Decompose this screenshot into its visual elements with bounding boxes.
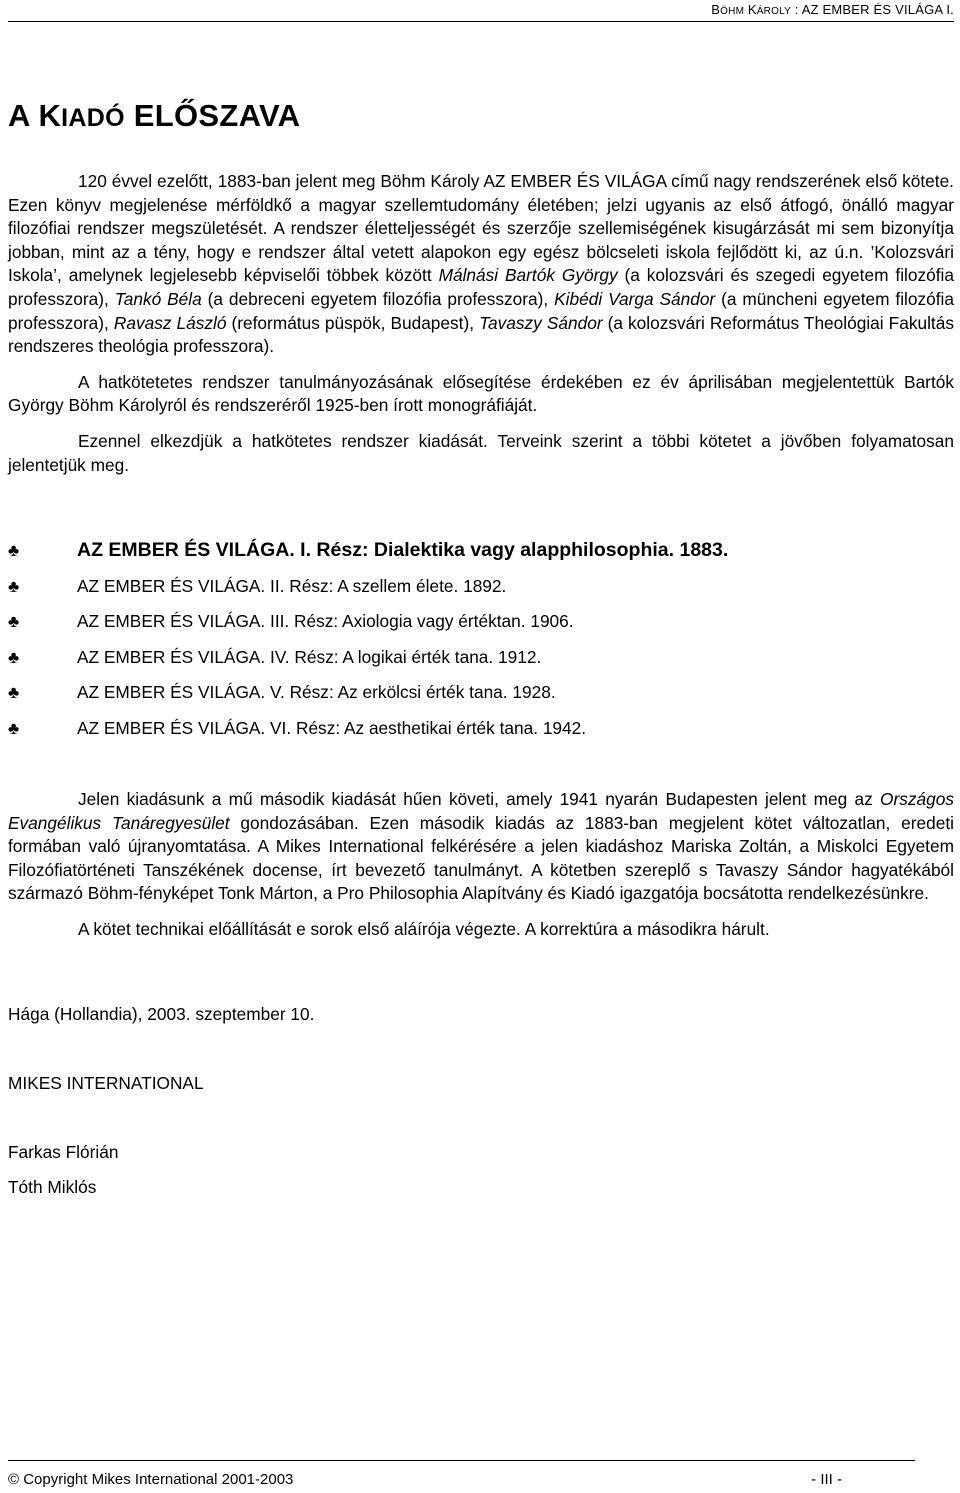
club-bullet-icon: ♣ [8, 612, 20, 632]
intro-p1-text-b: (a kolozsvári és szegedi egyetem filozófia professzora), [8, 265, 954, 309]
edition-p1-text-b: gondozásában. Ezen második kiadás az 1883-ban megjelent kötet változatlan, eredeti formában való újranyomtatása. A Mikes International felkérésére a jelen kiadáshoz Mariska Zoltán, a Miskolci Egyetem Filozófiatörténeti Tanszékének docense, írt bevezető tanulmányt. A kötetben szereplő s Tavaszy Sándor hagyatékából származó Böhm-fényképet Tonk Márton, a Pro Philosophia Alapítvány és Kiadó igazgatója bocsátotta rendelkezésünkre. [8, 812, 954, 904]
edition-section [8, 788, 954, 954]
intro-p1-text-e: (református püspök, Budapest), [226, 312, 480, 333]
signer-name: Farkas Flórián [8, 1142, 119, 1162]
title-rest: ELŐSZAVA [124, 98, 301, 133]
volume-title: AZ EMBER ÉS VILÁGA. V. Rész: Az erkölcsi érték tana. 1928. [77, 682, 556, 703]
signer-name: Tóth Miklós [8, 1177, 97, 1197]
volume-list-item [8, 606, 948, 642]
running-header [0, 2, 954, 17]
intro-p1-text-d: (a müncheni egyetem filozófia professzora), [8, 288, 954, 333]
intro-section [8, 170, 954, 489]
club-bullet-icon: ♣ [8, 683, 20, 703]
club-bullet-icon: ♣ [8, 541, 20, 560]
title-lead: A K [8, 98, 62, 133]
volume-list-item [8, 677, 948, 713]
organization-name: MIKES INTERNATIONAL [8, 1073, 204, 1093]
header-author-initial: B [711, 2, 721, 17]
header-book-title: : AZ EMBER ÉS VILÁGA I. [794, 2, 954, 17]
person-name: Tavaszy Sándor [479, 312, 603, 333]
intro-paragraph-2: A hatkötetetes rendszer tanulmányozásának elősegítése érdekében ez év áprilisában megjelentettük Bartók György Böhm Károlyról és rendszeréről 1925-ben írott monográfiáját. [8, 371, 954, 416]
footer-copyright: © Copyright Mikes International 2001-2003 [8, 1471, 294, 1488]
volume-list-item [8, 571, 948, 607]
club-bullet-icon: ♣ [8, 647, 20, 667]
person-name: Kibédi Varga Sándor [554, 288, 716, 309]
volume-title: AZ EMBER ÉS VILÁGA. I. Rész: Dialektika vagy alapphilosophia. 1883. [77, 539, 729, 561]
intro-paragraph-1 [8, 170, 954, 359]
club-bullet-icon: ♣ [8, 718, 20, 738]
header-author-first-initial: K [747, 2, 757, 17]
club-bullet-icon: ♣ [8, 576, 20, 596]
volume-title: AZ EMBER ÉS VILÁGA. III. Rész: Axiologia vagy értéktan. 1906. [77, 611, 574, 632]
header-author-surname-rest: ÖHM [720, 6, 745, 17]
place-date: Hága (Hollandia), 2003. szeptember 10. [8, 1004, 315, 1024]
header-rule [8, 21, 954, 22]
page-title [8, 98, 300, 134]
page-number: - III - [811, 1471, 842, 1488]
publisher-name: Országos Evangélikus Tanáregyesület [8, 789, 954, 833]
volume-list [8, 535, 948, 749]
intro-p1-text-a: 120 évvel ezelőtt, 1883-ban jelent meg Böhm Károly AZ EMBER ÉS VILÁGA című nagy rendszerének első kötete. Ezen könyv megjelenése mérföldkő a magyar szellemtudomány életében; jelzi ugyanis az első átfogó, önálló magyar filozófiai rendszer megszületését. A rendszer életteljességét és szerzője szellemiségének kisugárzását mi sem bizonyítja jobban, mint az a tény, hogy e rendszer által vetett alapokon egy egész bölcseleti iskola fejlődött ki, az ú.n. ’Kolozsvári Iskola’, amelynek legjelesebb képviselői többek között [8, 171, 954, 286]
header-author-firstname-rest: ÁROLY [756, 6, 791, 17]
footer-rule [8, 1460, 915, 1461]
person-name: Tankó Béla [114, 288, 202, 309]
edition-p1-text-a: Jelen kiadásunk a mű második kiadását hűen követi, amely 1941 nyarán Budapesten jelent meg az [78, 789, 881, 809]
person-name: Ravasz László [113, 312, 227, 333]
volume-title: AZ EMBER ÉS VILÁGA. VI. Rész: Az aesthetikai érték tana. 1942. [77, 717, 587, 738]
edition-paragraph-2: A kötet technikai előállítását e sorok első aláírója végezte. A korrektúra a másodikra hárult. [78, 918, 770, 939]
person-name: Málnási Bartók György [438, 265, 618, 286]
intro-p1-text-c: (a debreceni egyetem filozófia professzora), [201, 288, 555, 309]
volume-list-item [8, 713, 948, 749]
intro-paragraph-3: Ezennel elkezdjük a hatkötetes rendszer kiadását. Terveink szerint a többi kötetet a jövőben folyamatosan jelentetjük meg. [8, 430, 954, 475]
volume-list-item [8, 642, 948, 678]
intro-p1-text-f: (a kolozsvári Református Theológiai Fakultás rendszeres theológia professzora). [8, 312, 954, 357]
volume-list-item [8, 535, 948, 571]
edition-paragraph-1 [8, 788, 954, 906]
volume-title: AZ EMBER ÉS VILÁGA. II. Rész: A szellem élete. 1892. [77, 575, 507, 596]
volume-title: AZ EMBER ÉS VILÁGA. IV. Rész: A logikai érték tana. 1912. [77, 646, 542, 667]
title-small-caps: IADÓ [61, 104, 125, 132]
